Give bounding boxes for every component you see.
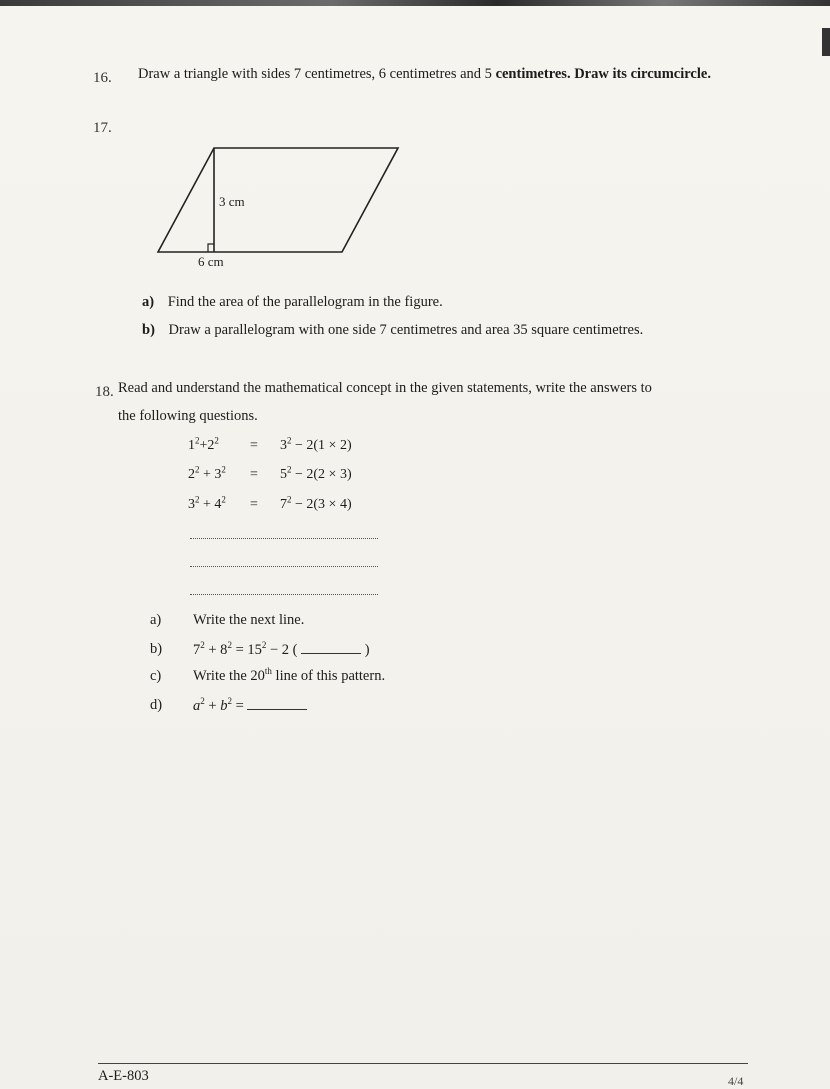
parallelogram-figure [150,140,410,270]
scan-right-mark [822,28,830,56]
question-17-number: 17. [93,120,112,136]
parallelogram-outline [158,148,398,252]
answer-dotted-line-2 [190,566,378,567]
question-18d-label: d) [150,697,163,713]
question-18d-text: $a^2 + b^2$ = [193,697,307,715]
equation-1-rhs: $3^2 - 2(1 \times 2)$ [280,435,352,453]
equation-3-equals: = [250,497,258,512]
question-17a-label: a) [142,294,155,310]
answer-dotted-line-3 [190,594,378,595]
equation-3-rhs: $7^2 - 2(3 \times 4)$ [280,494,352,512]
footer-rule [98,1063,748,1064]
question-16-number: 16. [93,70,112,86]
page-number: 4/4 [728,1074,744,1088]
equation-2-lhs: $2^2 + 3^2$ [188,464,226,482]
question-18a-label: a) [150,612,162,628]
question-16-text [138,66,711,83]
question-17b-label: b) [142,322,155,338]
question-18-number: 18. [95,384,114,400]
question-18a-text: Write the next line. [193,612,305,628]
question-16-text-part-2: centimetres. Draw its circumcircle. [495,66,711,82]
question-17b [142,322,643,339]
question-18c-text: Write the 20th line of this pattern. [193,666,386,684]
question-18-intro-line-2: the following questions. [118,408,258,424]
blank-answer-18b [301,641,361,654]
equation-3-lhs: $3^2 + 4^2$ [188,494,226,512]
equation-2-equals: = [250,467,258,482]
blank-answer-18d [247,697,307,710]
equation-1-lhs: $1^2+2^2$ [188,435,219,453]
answer-dotted-line-1 [190,538,378,539]
right-angle-mark [208,244,214,252]
question-18c-label: c) [150,668,162,684]
scan-top-edge [0,0,830,6]
question-18b-text: $7^2 + 8^2 = 15^2 - 2$ ( ) [193,640,370,658]
question-16-text-part-1: Draw a triangle with sides 7 centimetres, 6 centimetres and 5 [138,66,496,82]
question-18b-label: b) [150,641,163,657]
base-label: 6 cm [198,254,224,269]
equation-1-equals: = [250,438,258,453]
height-label: 3 cm [219,194,245,209]
question-17a-text: Find the area of the parallelogram in the figure. [167,294,443,310]
question-18-intro-line-1: Read and understand the mathematical concept in the given statements, write the answers to [118,380,652,396]
question-17a [142,294,443,311]
equation-2-rhs: $5^2 - 2(2 \times 3)$ [280,464,352,482]
question-17b-text: Draw a parallelogram with one side 7 centimetres and area 35 square centimetres. [168,322,644,338]
exam-code: A-E-803 [98,1068,149,1084]
